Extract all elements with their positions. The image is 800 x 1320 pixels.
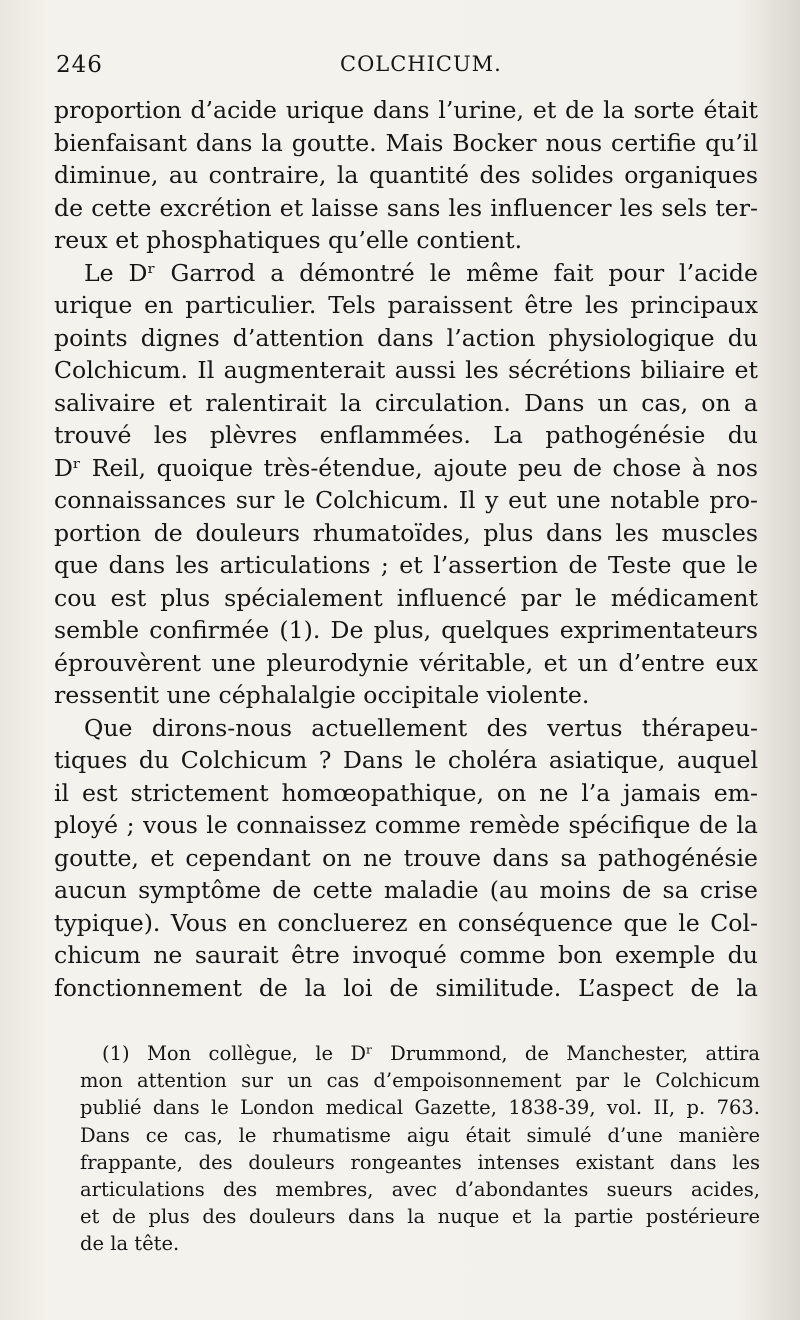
- text-line: il est strictement homœopathique, on ne l’a jamais em-: [54, 778, 758, 807]
- footnote-line: articulations des membres, avec d’abondantes sueurs acides,: [80, 1177, 760, 1201]
- footnote-line: de la tête.: [80, 1232, 180, 1256]
- text-line: typique). Vous en concluerez en conséquence que le Col-: [54, 908, 758, 937]
- page-header: [56, 52, 740, 92]
- text-line: cou est plus spécialement influencé par le médicament: [54, 583, 758, 612]
- footnote-line: Dans ce cas, le rhumatisme aigu était simulé d’une manière: [80, 1123, 760, 1147]
- text-line: aucun symptôme de cette maladie (au moins de sa crise: [54, 876, 758, 904]
- text-line: Le Dʳ Garrod a démontré le même fait pour l’acide: [84, 258, 758, 287]
- footnote-line: (1) Mon collègue, le Dʳ Drummond, de Manchester, attira: [102, 1042, 760, 1065]
- running-title: COLCHICUM.: [340, 52, 502, 76]
- footnote-line: mon attention sur un cas d’empoisonnement par le Colchicum: [80, 1069, 760, 1093]
- text-line: Dʳ Reil, quoique très-étendue, ajoute peu de chose à nos: [54, 453, 758, 482]
- page-number: 246: [56, 52, 103, 78]
- text-line: tiques du Colchicum ? Dans le choléra asiatique, auquel: [54, 746, 758, 774]
- text-line: éprouvèrent une pleurodynie véritable, et un d’entre eux: [54, 648, 758, 677]
- text-line: Colchicum. Il augmenterait aussi les sécrétions biliaire et: [54, 356, 758, 384]
- footnote-line: et de plus des douleurs dans la nuque et la partie postérieure: [80, 1205, 760, 1229]
- text-line: salivaire et ralentirait la circulation. Dans un cas, on a: [54, 388, 758, 417]
- body-text: [54, 94, 758, 1004]
- footnote-line: publié dans le London medical Gazette, 1838-39, vol. II, p. 763.: [80, 1096, 760, 1120]
- text-line: goutte, et cependant on ne trouve dans sa pathogénésie: [54, 843, 758, 872]
- text-line: points dignes d’attention dans l’action physiologique du: [54, 323, 758, 352]
- text-line: de cette excrétion et laisse sans les influencer les sels ter-: [54, 193, 758, 222]
- text-line: Que dirons-nous actuellement des vertus thérapeu-: [84, 713, 758, 742]
- text-line: connaissances sur le Colchicum. Il y eut une notable pro-: [54, 486, 758, 514]
- footnote-line: frappante, des douleurs rongeantes intenses existant dans les: [80, 1150, 760, 1174]
- text-line: diminue, au contraire, la quantité des solides organiques: [54, 161, 758, 189]
- text-line: chicum ne saurait être invoqué comme bon exemple du: [54, 941, 758, 969]
- text-line: urique en particulier. Tels paraissent être les principaux: [54, 291, 758, 319]
- text-line: portion de douleurs rhumatoïdes, plus dans les muscles: [54, 518, 758, 547]
- text-line: ressentit une céphalalgie occipitale violente.: [54, 681, 590, 709]
- text-line: que dans les articulations ; et l’assertion de Teste que le: [54, 551, 758, 579]
- text-line: semble confirmée (1). De plus, quelques exprimentateurs: [54, 616, 758, 644]
- text-line: ployé ; vous le connaissez comme remède spécifique de la: [54, 811, 758, 839]
- text-line: bienfaisant dans la goutte. Mais Bocker nous certifie qu’il: [54, 128, 758, 157]
- text-line: fonctionnement de la loi de similitude. L’aspect de la: [54, 973, 758, 1002]
- text-line: proportion d’acide urique dans l’urine, et de la sorte était: [54, 96, 758, 124]
- text-line: reux et phosphatiques qu’elle contient.: [54, 226, 523, 254]
- text-line: trouvé les plèvres enflammées. La pathogénésie du: [54, 421, 758, 449]
- footnote: [82, 1040, 762, 1258]
